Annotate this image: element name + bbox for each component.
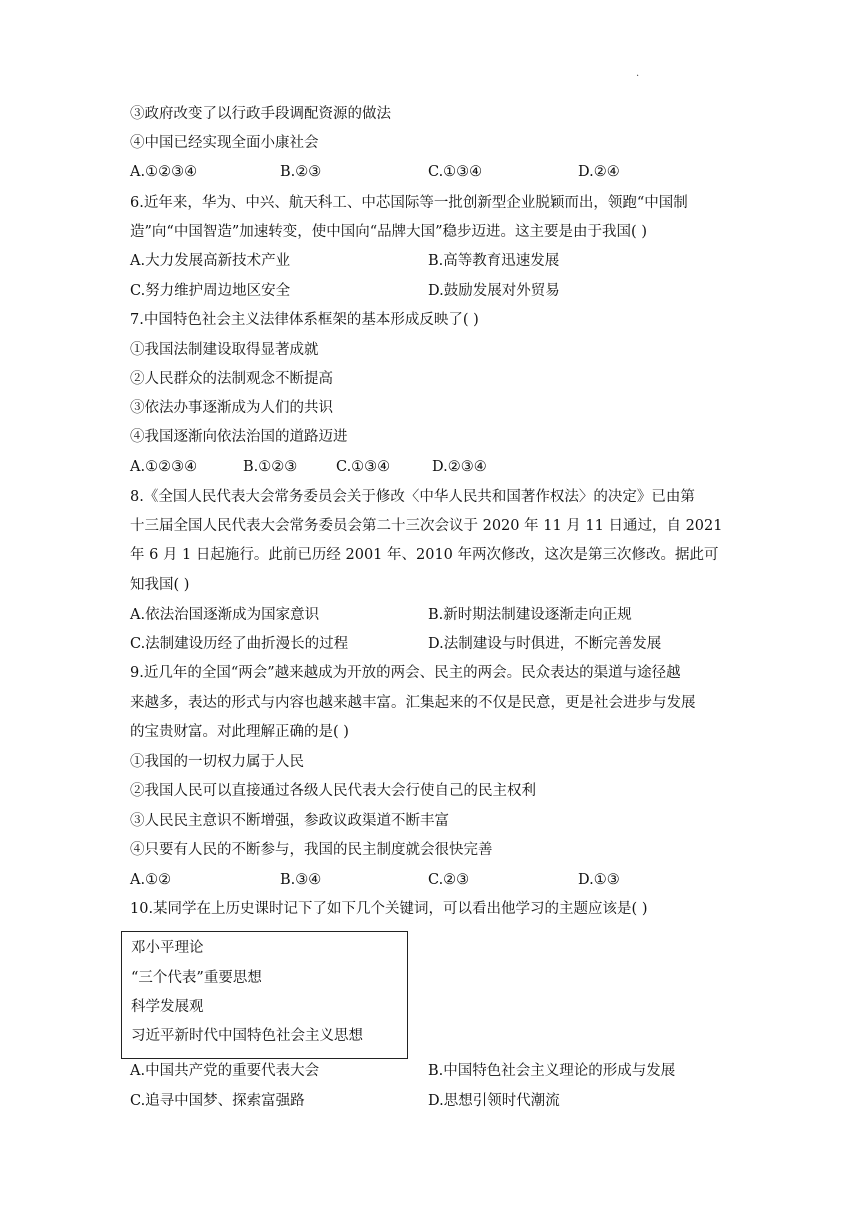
q9-option-d[interactable]: D.①③	[578, 872, 620, 888]
q7-item-3: ③依法办事逐渐成为人们的共识	[130, 400, 333, 416]
q5-option-a[interactable]: A.①②③④	[130, 164, 198, 180]
q9-stem-line-1: 9.近几年的全国“两会”越来越成为开放的两会、民主的两会。民众表达的渠道与途径越	[130, 665, 681, 681]
q8-stem-line-4: 知我国( )	[130, 577, 190, 593]
q8-option-b[interactable]: B.新时期法制建设逐渐走向正规	[428, 607, 632, 623]
q10-keyword-3: 科学发展观	[131, 999, 204, 1015]
q10-option-c[interactable]: C.追寻中国梦、探索富强路	[130, 1093, 305, 1109]
q6-stem-line-1: 6.近年来，华为、中兴、航天科工、中芯国际等一批创新型企业脱颖而出，领跑“中国制	[130, 195, 688, 211]
q6-option-d[interactable]: D.鼓励发展对外贸易	[428, 283, 560, 299]
q7-item-1: ①我国法制建设取得显著成就	[130, 342, 319, 358]
q8-stem-line-2: 十三届全国人民代表大会常务委员会第二十三次会议于 2020 年 11 月 11 日通过，自 2021	[130, 518, 723, 534]
header-mark: .	[636, 68, 640, 79]
q9-item-2: ②我国人民可以直接通过各级人民代表大会行使自己的民主权利	[130, 783, 536, 799]
q6-stem-line-2: 造”向“中国智造”加速转变，使中国向“品牌大国”稳步迈进。这主要是由于我国( )	[130, 224, 647, 240]
q9-item-3: ③人民民主意识不断增强，参政议政渠道不断丰富	[130, 813, 449, 829]
q9-item-1: ①我国的一切权力属于人民	[130, 754, 304, 770]
q7-option-c[interactable]: C.①③④	[336, 459, 391, 475]
q6-option-a[interactable]: A.大力发展高新技术产业	[130, 253, 291, 269]
q7-option-d[interactable]: D.②③④	[432, 459, 487, 475]
q9-item-4: ④只要有人民的不断参与，我国的民主制度就会很快完善	[130, 842, 493, 858]
q7-item-2: ②人民群众的法制观念不断提高	[130, 371, 333, 387]
q6-option-b[interactable]: B.高等教育迅速发展	[428, 253, 560, 269]
q9-option-c[interactable]: C.②③	[428, 872, 470, 888]
q10-keyword-1: 邓小平理论	[131, 940, 204, 956]
q10-keyword-box	[121, 931, 408, 1059]
q9-stem-line-2: 来越多，表达的形式与内容也越来越丰富。汇集起来的不仅是民意，更是社会进步与发展	[130, 695, 696, 711]
q8-stem-line-1: 8.《全国人民代表大会常务委员会关于修改〈中华人民共和国著作权法〉的决定》已由第	[130, 489, 695, 505]
q6-option-c[interactable]: C.努力维护周边地区安全	[130, 283, 291, 299]
q8-option-c[interactable]: C.法制建设历经了曲折漫长的过程	[130, 636, 349, 652]
q5-option-d[interactable]: D.②④	[578, 164, 620, 180]
q10-stem: 10.某同学在上历史课时记下了如下几个关键词，可以看出他学习的主题应该是( )	[130, 901, 648, 917]
q9-option-b[interactable]: B.③④	[280, 872, 322, 888]
q10-option-a[interactable]: A.中国共产党的重要代表大会	[130, 1063, 320, 1079]
q10-keyword-4: 习近平新时代中国特色社会主义思想	[131, 1028, 363, 1044]
q5-option-c[interactable]: C.①③④	[428, 164, 483, 180]
q7-item-4: ④我国逐渐向依法治国的道路迈进	[130, 429, 348, 445]
q7-stem: 7.中国特色社会主义法律体系框架的基本形成反映了( )	[130, 312, 479, 328]
q10-option-d[interactable]: D.思想引领时代潮流	[428, 1093, 560, 1109]
q8-option-a[interactable]: A.依法治国逐渐成为国家意识	[130, 607, 320, 623]
q9-option-a[interactable]: A.①②	[130, 872, 172, 888]
q8-stem-line-3: 年 6 月 1 日起施行。此前已历经 2001 年、2010 年两次修改，这次是第三次修改。据此可	[130, 547, 719, 563]
q9-stem-line-3: 的宝贵财富。对此理解正确的是( )	[130, 724, 349, 740]
q8-option-d[interactable]: D.法制建设与时俱进，不断完善发展	[428, 636, 662, 652]
q5-item-3: ③政府改变了以行政手段调配资源的做法	[130, 106, 391, 122]
q7-option-b[interactable]: B.①②③	[243, 459, 298, 475]
q5-item-4: ④中国已经实现全面小康社会	[130, 135, 319, 151]
q10-option-b[interactable]: B.中国特色社会主义理论的形成与发展	[428, 1063, 676, 1079]
q5-option-b[interactable]: B.②③	[280, 164, 322, 180]
q10-keyword-2: “三个代表”重要思想	[131, 970, 262, 986]
q7-option-a[interactable]: A.①②③④	[130, 459, 198, 475]
